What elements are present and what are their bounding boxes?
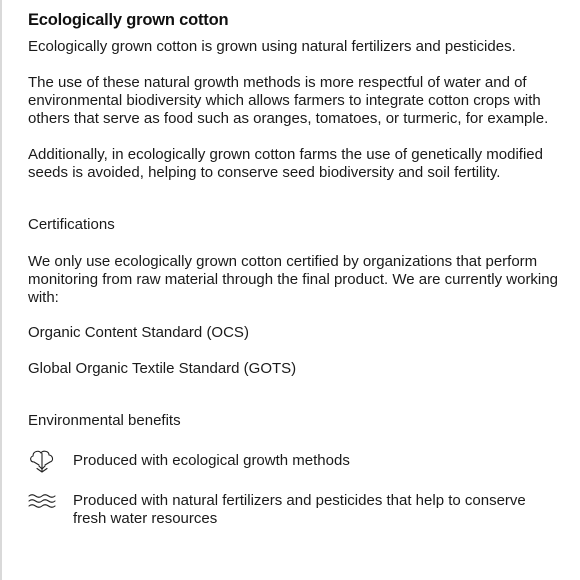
certifications-intro: We only use ecologically grown cotton certified by organizations that perform monitoring from raw material through the final product. We are currently working with: bbox=[28, 253, 558, 306]
certification-item-ocs: Organic Content Standard (OCS) bbox=[28, 324, 249, 341]
benefit-text: Produced with ecological growth methods bbox=[73, 452, 350, 469]
seeds-paragraph: Additionally, in ecologically grown cotton farms the use of genetically modified seeds is avoided, helping to conserve seed biodiversity and soil fertility. bbox=[28, 146, 543, 181]
product-composition-content bbox=[28, 9, 558, 528]
page-title: Ecologically grown cotton bbox=[28, 11, 229, 29]
growth-methods-paragraph: The use of these natural growth methods is more respectful of water and of environmental biodiversity which allows farmers to integrate cotton crops with others that serve as food such as oranges, tomatoes, or turmeric, for example. bbox=[28, 74, 549, 127]
benefit-text: Produced with natural fertilizers and pesticides that help to conserve fresh water resources bbox=[73, 492, 526, 527]
intro-paragraph: Ecologically grown cotton is grown using natural fertilizers and pesticides. bbox=[28, 38, 516, 55]
environmental-benefits-heading: Environmental benefits bbox=[28, 412, 181, 429]
cotton-flower-icon bbox=[28, 448, 56, 476]
left-divider bbox=[0, 0, 2, 580]
benefit-item bbox=[28, 492, 558, 528]
certifications-heading: Certifications bbox=[28, 216, 115, 233]
water-waves-icon bbox=[28, 488, 56, 516]
benefit-item bbox=[28, 452, 558, 470]
certification-item-gots: Global Organic Textile Standard (GOTS) bbox=[28, 360, 297, 377]
